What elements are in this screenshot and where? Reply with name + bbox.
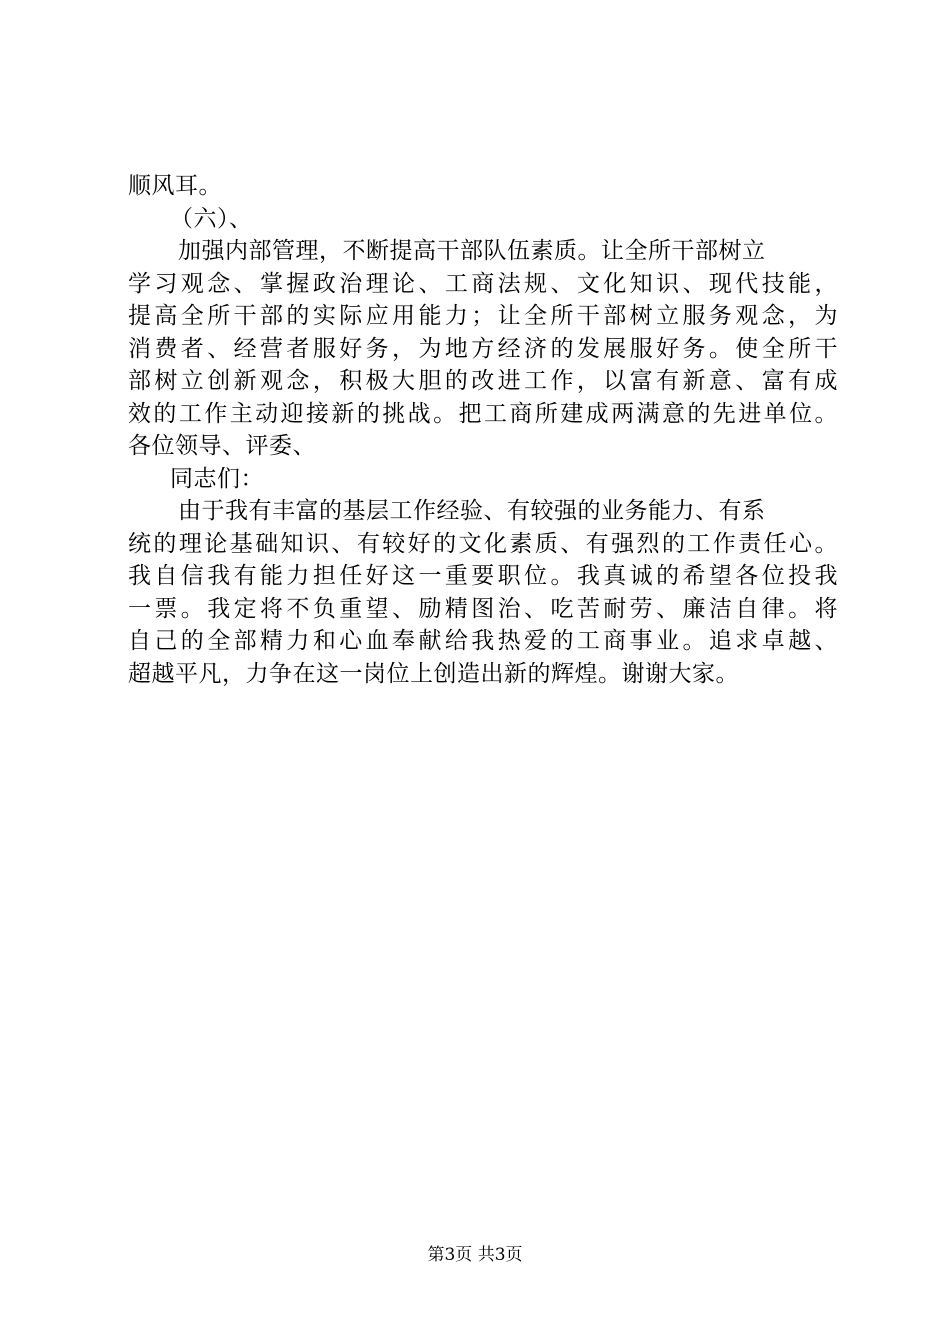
text-line: 部树立创新观念，积极大胆的改进工作，以富有新意、富有成 <box>128 368 838 394</box>
salutation: 同志们： <box>170 465 264 492</box>
text-line: 统的理论基础知识、有较好的文化素质、有强烈的工作责任心。 <box>128 530 838 557</box>
text-line: 提高全所干部的实际应用能力；让全所干部树立服务观念，为 <box>128 303 838 329</box>
text-line: 学习观念、掌握政治理论、工商法规、文化知识、现代技能， <box>128 270 838 297</box>
text-line: 加强内部管理，不断提高干部队伍素质。让全所干部树立 <box>178 238 766 264</box>
text-line: 顺风耳。 <box>128 173 222 199</box>
text-line: 一票。我定将不负重望、励精图治、吃苦耐劳、廉洁自律。将 <box>128 595 838 622</box>
section-heading: （六）、 <box>170 205 253 232</box>
text-line: 消费者、经营者服好务，为地方经济的发展服好务。使全所干 <box>128 335 838 362</box>
text-line: 各位领导、评委、 <box>128 433 316 459</box>
page-number-footer: 第3页 共3页 <box>427 1245 523 1265</box>
text-line: 自己的全部精力和心血奉献给我热爱的工商事业。追求卓越、 <box>128 628 838 654</box>
text-line: 效的工作主动迎接新的挑战。把工商所建成两满意的先进单位。 <box>128 400 838 427</box>
text-line: 我自信我有能力担任好这一重要职位。我真诚的希望各位投我 <box>128 563 838 589</box>
text-line: 由于我有丰富的基层工作经验、有较强的业务能力、有系 <box>178 498 766 524</box>
document-body <box>128 170 838 690</box>
text-line: 超越平凡，力争在这一岗位上创造出新的辉煌。谢谢大家。 <box>128 660 739 687</box>
